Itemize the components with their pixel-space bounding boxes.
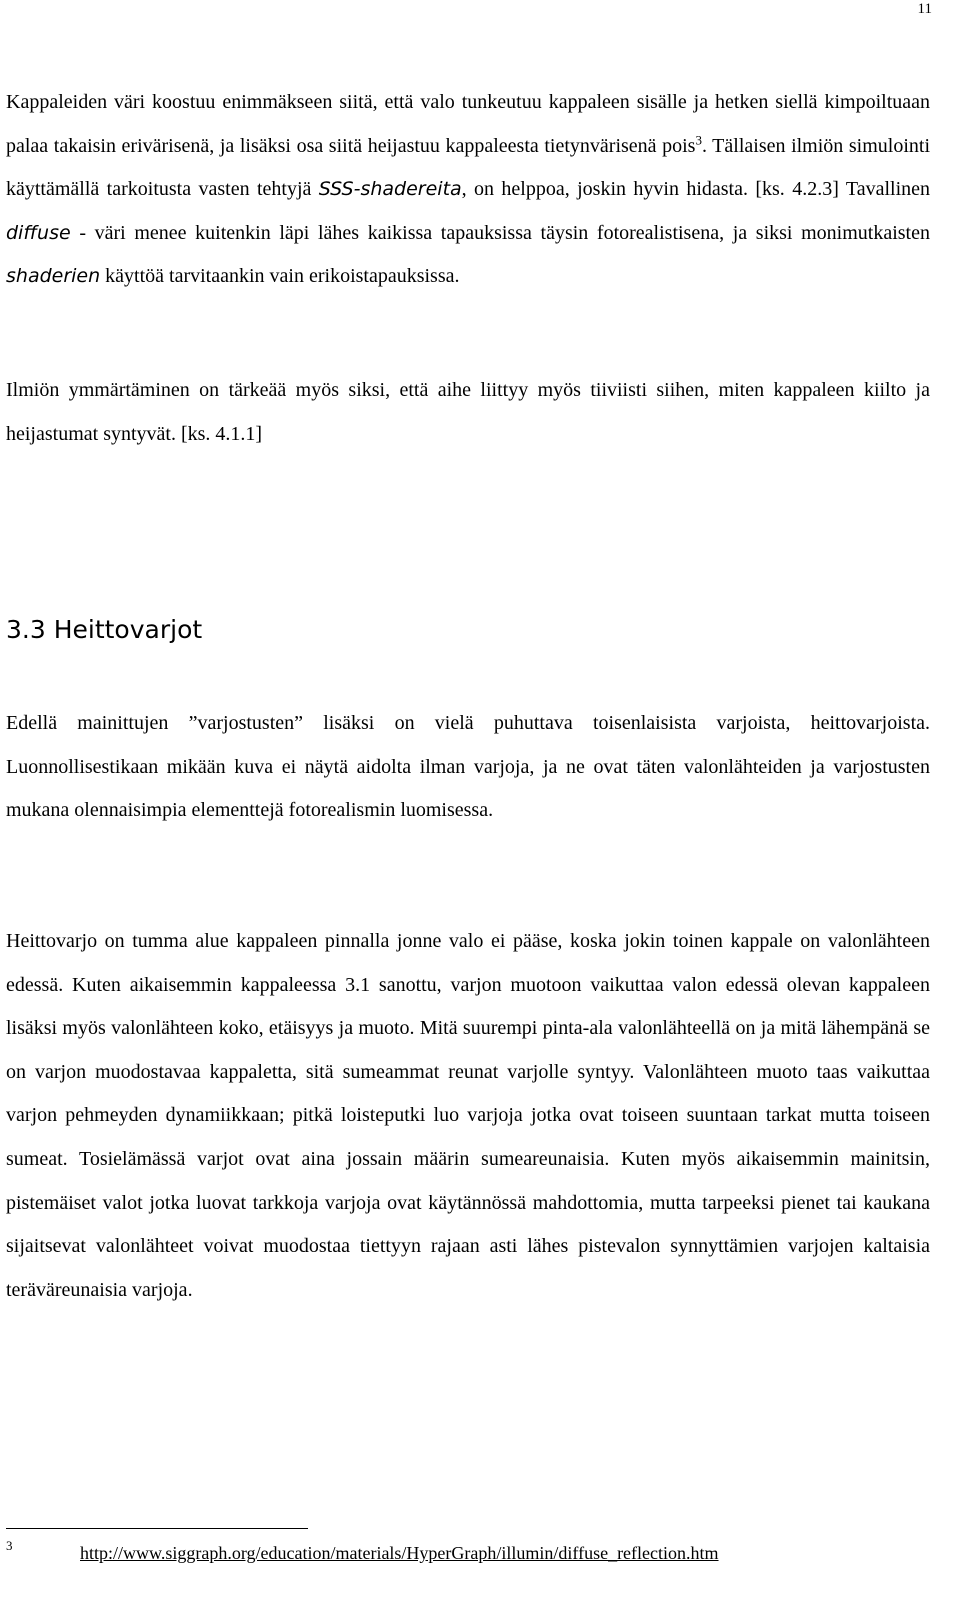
term-sss-shaders: SSS-shadereita: [318, 178, 462, 201]
p1-text-4: - väri menee kuitenkin läpi lähes kaikissa tapauksissa täysin fotorealistisena, ja siksi monimutkaisten: [70, 221, 930, 244]
footnote-separator: [6, 1528, 308, 1529]
section-heading: 3.3 Heittovarjot: [6, 615, 203, 644]
term-diffuse: diffuse: [6, 221, 71, 244]
paragraph-phenomenon-importance: Ilmiön ymmärtäminen on tärkeää myös siksi, että aihe liittyy myös tiiviisti siihen, miten kappaleen kiilto ja heijastumat syntyvät. [ks. 4.1.1]: [6, 379, 930, 445]
p1-text-3: , on helppoa, joskin hyvin hidasta. [ks. 4.2.3] Tavallinen: [461, 178, 930, 201]
footnote-mark: 3: [6, 1538, 13, 1553]
p1-text-1: Kappaleiden väri koostuu enimmäkseen siitä, että valo tunkeutuu kappaleen sisälle ja hetken siellä kimpoiltuaan palaa takaisin erivärisenä, ja lisäksi osa siitä heijastuu kappaleesta tietynvärisenä pois: [6, 91, 930, 157]
paragraph-cast-shadows-intro: Edellä mainittujen ”varjostusten” lisäksi on vielä puhuttava toisenlaisista varjoista, heittovarjoista. Luonnollisestikaan mikään kuva ei näytä aidolta ilman varjoja, ja ne ovat täten valonlähteiden ja varjostusten mukana olennaisimpia elementtejä fotorealismin luomisessa.: [6, 712, 930, 822]
term-shaderien: shaderien: [6, 265, 101, 288]
p1-text-2: . Tällaisen ilmiön simulointi käyttämällä tarkoitusta vasten tehtyjä: [6, 134, 930, 201]
footnote-reference[interactable]: 3: [695, 131, 702, 147]
paragraph-color-scattering: [6, 81, 930, 299]
p1-text-5: käyttöä tarvitaankin vain erikoistapauksissa.: [100, 265, 460, 288]
footnote-link[interactable]: http://www.siggraph.org/education/materials/HyperGraph/illumin/diffuse_reflection.htm: [80, 1543, 719, 1563]
paragraph-cast-shadow-definition: Heittovarjo on tumma alue kappaleen pinnalla jonne valo ei pääse, koska jokin toinen kappale on valonlähteen edessä. Kuten aikaisemmin kappaleessa 3.1 sanottu, varjon muotoon vaikuttaa valon edessä olevan kappaleen lisäksi myös valonlähteen koko, etäisyys ja muoto. Mitä suurempi pinta-ala valonlähteellä on ja mitä lähempänä se on varjon muodostavaa kappaletta, sitä sumeammat reunat varjolle syntyy. Valonlähteen muoto taas vaikuttaa varjon pehmeyden dynamiikkaan; pitkä loisteputki luo varjoja jotka ovat toiseen suuntaan tarkat mutta toiseen sumeat. Tosielämässä varjot ovat aina jossain määrin sumeareunaisia. Kuten myös aikaisemmin mainitsin, pistemäiset valot jotka luovat tarkkoja varjoja ovat käytännössä mahdottomia, mutta tarpeeksi pienet tai kaukana sijaitsevat valonlähteet voivat muodostaa tiettyyn rajaan asti lähes pistevalon synnyttämien varjojen kaltaisia teräväreunaisia varjoja.: [6, 930, 930, 1301]
page-number: 11: [917, 1, 932, 17]
